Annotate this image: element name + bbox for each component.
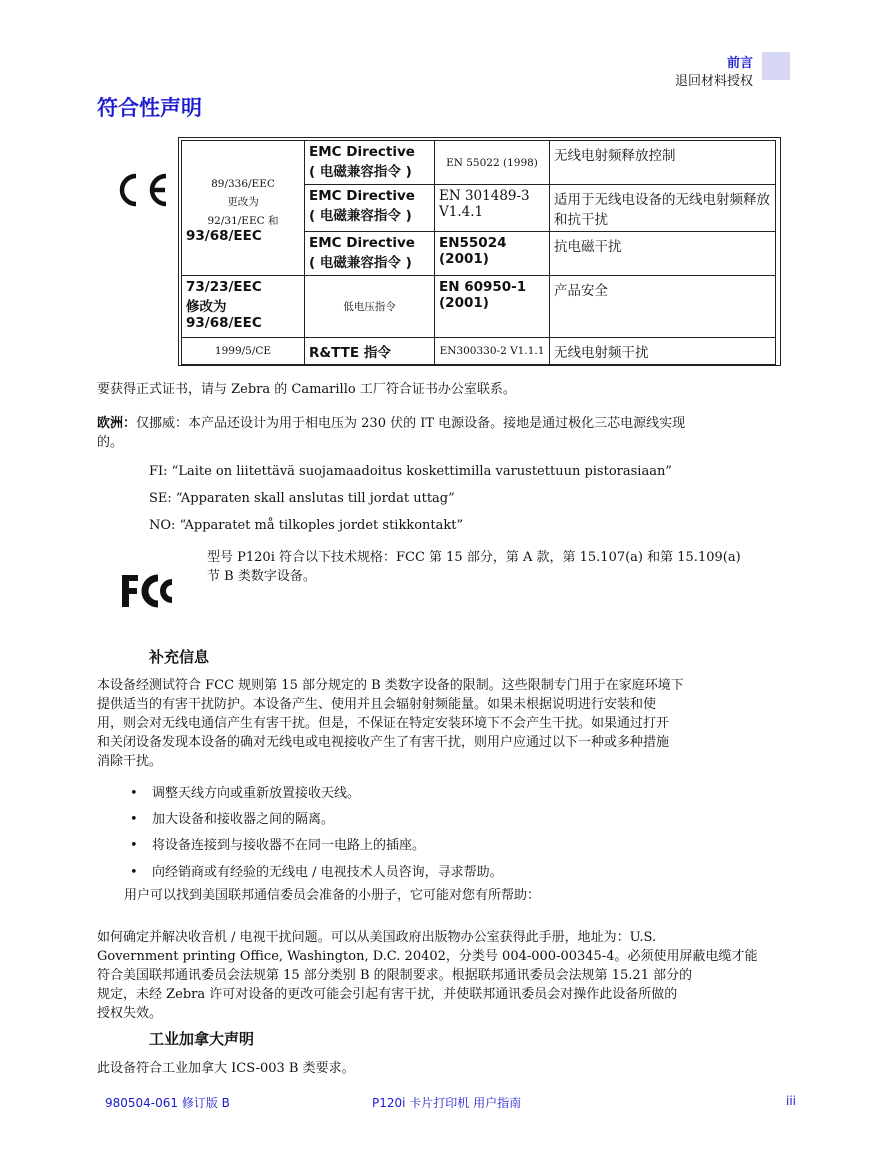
quote-no: NO: “Apparatet må tilkoples jordet stikkontakt” xyxy=(149,518,464,533)
ce-mark-icon xyxy=(110,170,172,210)
header-section: 前言 xyxy=(726,56,753,71)
header-subsection: 退回材料授权 xyxy=(674,74,753,89)
europe-text-line: 仅挪威：本产品还设计为用于相电压为 230 伏的 IT 电源设备。接地是通过极化三芯电源线实现 xyxy=(136,416,686,431)
table-cell-directive: 低电压指令 xyxy=(305,276,435,338)
fcc-line: 型号 P120i 符合以下技术规格：FCC 第 15 部分，第 A 款，第 15.107(a) 和第 15.109(a) xyxy=(207,550,741,565)
code-line: 92/31/EEC 和 xyxy=(207,215,279,227)
table-cell-directive-code: 1999/5/CE xyxy=(182,338,305,365)
directive-name-cn: ( 电磁兼容指令 ) xyxy=(309,164,412,180)
directive-name: EMC Directive xyxy=(309,235,415,251)
table-cell-directive-code xyxy=(182,276,305,338)
table-cell-directive xyxy=(305,185,435,232)
list-item xyxy=(130,834,425,853)
directive-name-cn: ( 电磁兼容指令 ) xyxy=(309,208,412,224)
booklet-line: 规定，未经 Zebra 许可对设备的更改可能会引起有害干扰，并使联邦通讯委员会对操作此设备所做的 xyxy=(97,987,678,1002)
bullet-dot-icon: • xyxy=(130,812,138,827)
bullet-dot-icon: • xyxy=(130,865,138,880)
supp-line: 本设备经测试符合 FCC 规则第 15 部分规定的 B 类数字设备的限制。这些限制专门用于在家庭环境下 xyxy=(97,678,684,693)
table-cell-description: 抗电磁干扰 xyxy=(550,232,776,276)
table-cell-directive xyxy=(305,141,435,185)
table-cell-standard: EN 55022 (1998) xyxy=(435,141,550,185)
bullet-dot-icon: • xyxy=(130,786,138,801)
page-title: 符合性声明 xyxy=(97,96,202,120)
list-item-text: 加大设备和接收器之间的隔离。 xyxy=(152,812,335,827)
table-cell-standard: EN55024 (2001) xyxy=(435,232,550,276)
fcc-line: 节 B 类数字设备。 xyxy=(207,569,316,584)
supp-line: 消除干扰。 xyxy=(97,754,163,769)
supp-line: 和关闭设备发现本设备的确对无线电或电视接收产生了有害干扰，则用户应通过以下一种或多种措施 xyxy=(97,735,670,750)
table-cell-standard: EN 301489-3 V1.4.1 xyxy=(435,185,550,232)
directive-name: EMC Directive xyxy=(309,144,415,160)
table-cell-standard: EN 60950-1 (2001) xyxy=(435,276,550,338)
footer-doc-number: 980504-061 修订版 B xyxy=(105,1096,230,1110)
booklet-line: 授权失效。 xyxy=(97,1006,163,1021)
code-line: 93/68/EEC xyxy=(186,228,262,244)
supp-line: 提供适当的有害干扰防护。本设备产生、使用并且会辐射射频能量。如果未根据说明进行安装和使 xyxy=(97,697,657,712)
quote-fi: FI: “Laite on liitettävä suojamaadoitus koskettimilla varustettuun pistorasiaan” xyxy=(149,464,672,479)
booklet-intro: 用户可以找到美国联邦通信委员会准备的小册子，它可能对您有所帮助： xyxy=(124,888,541,903)
canada-text: 此设备符合工业加拿大 ICS-003 B 类要求。 xyxy=(97,1061,355,1076)
table-cell-directive: R&TTE 指令 xyxy=(305,338,435,365)
supp-heading: 补充信息 xyxy=(149,648,210,666)
table-cell-description: 无线电射频干扰 xyxy=(550,338,776,365)
cert-contact-text: 要获得正式证书，请与 Zebra 的 Camarillo 工厂符合证书办公室联系。 xyxy=(97,382,516,397)
footer-page-number: iii xyxy=(786,1094,797,1108)
code-line: 93/68/EEC xyxy=(186,315,262,331)
directive-name-cn: ( 电磁兼容指令 ) xyxy=(309,255,412,271)
booklet-line: 如何确定并解决收音机 / 电视干扰问题。可以从美国政府出版物办公室获得此手册，地址为：U.S. xyxy=(97,930,657,945)
table-cell-description: 适用于无线电设备的无线电射频释放和抗干扰 xyxy=(550,185,776,232)
list-item xyxy=(130,861,503,880)
code-line: 修改为 xyxy=(186,299,227,315)
table-cell-description: 无线电射频释放控制 xyxy=(550,141,776,185)
booklet-line: Government printing Office, Washington, D.C. 20402，分类号 004-000-00345-4。必须使用屏蔽电缆才能 xyxy=(97,949,758,964)
quote-se: SE: “Apparaten skall anslutas till jordat uttag” xyxy=(149,491,455,506)
footer-guide-title: P120i 卡片打印机 用户指南 xyxy=(372,1096,522,1110)
fcc-logo-icon xyxy=(118,571,178,611)
list-item xyxy=(130,808,334,827)
directive-table xyxy=(181,140,776,365)
fcc-statement xyxy=(207,548,787,586)
list-item-text: 调整天线方向或重新放置接收天线。 xyxy=(152,786,361,801)
table-cell-directive-code xyxy=(182,141,305,276)
booklet-paragraph xyxy=(97,928,797,1023)
list-item-text: 向经销商或有经验的无线电 / 电视技术人员咨询，寻求帮助。 xyxy=(152,865,503,880)
directive-name: EMC Directive xyxy=(309,188,415,204)
table-cell-description: 产品安全 xyxy=(550,276,776,338)
supp-paragraph xyxy=(97,676,797,771)
supp-line: 用，则会对无线电通信产生有害干扰。但是，不保证在特定安装环境下不会产生干扰。如果通过打开 xyxy=(97,716,670,731)
code-line: 73/23/EEC xyxy=(186,279,262,295)
table-cell-directive xyxy=(305,232,435,276)
code-line: 89/336/EEC xyxy=(211,178,275,190)
code-line: 更改为 xyxy=(227,196,259,208)
list-item-text: 将设备连接到与接收器不在同一电路上的插座。 xyxy=(152,838,426,853)
list-item xyxy=(130,782,360,801)
table-cell-standard: EN300330-2 V1.1.1 xyxy=(435,338,550,365)
header-tab-marker xyxy=(762,52,790,80)
europe-paragraph xyxy=(97,414,787,452)
booklet-line: 符合美国联邦通讯委员会法规第 15 部分类别 B 的限制要求。根据联邦通讯委员会法规第 15.21 部分的 xyxy=(97,968,693,983)
europe-text-line: 的。 xyxy=(97,435,124,450)
bullet-dot-icon: • xyxy=(130,838,138,853)
europe-label: 欧洲： xyxy=(97,416,137,431)
canada-heading: 工业加拿大声明 xyxy=(149,1030,255,1048)
